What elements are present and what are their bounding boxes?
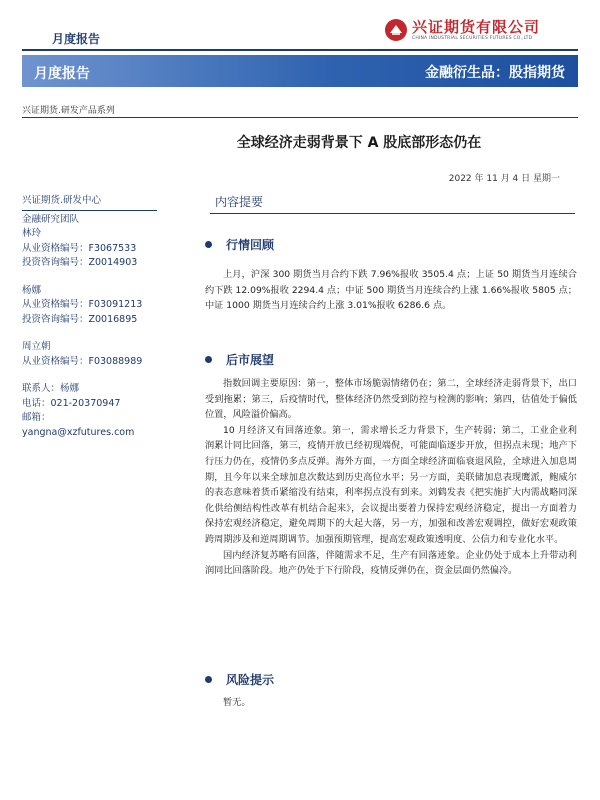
analyst-name: 周立朝 [22, 341, 51, 352]
sidebar-divider [22, 210, 157, 211]
contact-email-label: 邮箱： [22, 412, 51, 423]
bullet-icon [205, 676, 212, 683]
company-logo-icon [384, 18, 408, 42]
paragraph: 10 月经济又有回落迹象。第一，需求增长乏力背景下，生产转弱；第二，工业企业利润累计同比回落，第三，疫情开放已经初现端倪，可能面临逐步开放，但拐点未现；地产下行压力仍在，疫情仍多点反弹。海外方面，一方面全球经济面临衰退风险，全球进入加息周期，且今年以来全球加息次数达到历史高位水平；另一方面，美联储加息表现鹰派，鲍威尔的表态意味着货币紧缩没有结束，利率拐点没有到来。刘鹤发表《把实施扩大内需战略同深化供给侧结构性改革有机结合起来》，会议提出要着力保持宏观经济稳定，提出一方面着力保持宏观经济稳定，避免周期下的大起大落，另一方，加强和改善宏观调控，做好宏观政策跨周期涉及和逆周期调节。加强预期管理，提高宏观政策透明度、公信力和专业化水平。 [205, 424, 577, 545]
analyst-invest-id: 投资咨询编号：Z0014903 [22, 257, 138, 268]
paragraph: 指数回调主要原因：第一，整体市场脆弱情绪仍在；第二，全球经济走弱背景下，出口受到拖累；第三，后疫情时代，整体经济仍然受到防控与检测的影响；第四，估值处于偏低位置，风险溢价偏高。 [205, 378, 577, 421]
section-title: 后市展望 [226, 353, 275, 367]
analyst-name: 林玲 [22, 228, 42, 239]
bullet-icon [205, 241, 212, 248]
report-date: 2022 年 11 月 4 日 星期一 [448, 174, 560, 184]
company-name-cn: 兴证期货有限公司 [412, 18, 541, 36]
section-title: 行情回顾 [226, 238, 275, 252]
paragraph: 上月，沪深 300 期货当月合约下跌 7.96%报收 3505.4 点；上证 50 期货当月连续合约下跌 12.09%报收 2294.4 点；中证 500 期货当月连续合约上涨 1.66%报收 5805 点；中证 1000 期货当月连续合约上涨 3.01%报收 6286.6 点。 [205, 269, 577, 312]
contact-phone: 电话：021-20370947 [22, 397, 121, 409]
company-logo [384, 18, 540, 42]
header-divider [22, 49, 578, 51]
analyst-invest-id: 投资咨询编号：Z0016895 [22, 313, 138, 325]
section-heading-review [205, 236, 274, 253]
bullet-icon [205, 356, 212, 363]
analyst-qualification: 从业资格编号：F03088989 [22, 355, 143, 367]
contact-person: 联系人：杨娜 [22, 383, 80, 394]
paragraph: 国内经济复苏略有回落，伴随需求不足，生产有回落迹象。企业仍处于成本上升带动利润同比回落阶段。地产仍处于下行阶段，疫情反弹仍在，资金层面仍然偏冷。 [205, 549, 577, 577]
summary-divider [210, 213, 575, 214]
company-name-en: CHINA INDUSTRIAL SECURITIES FUTURES CO.,LTD [412, 36, 533, 41]
analyst-name: 杨娜 [22, 284, 42, 296]
section-body-risk [205, 695, 577, 711]
banner-report-type: 月度报告 [34, 66, 90, 82]
section-body-outlook [205, 376, 577, 579]
analyst-qualification: 从业资格编号：F03091213 [22, 299, 143, 310]
paragraph: 暂无。 [223, 697, 251, 708]
series-label: 兴证期货.研发产品系列 [22, 106, 115, 116]
section-heading-outlook [205, 351, 274, 368]
report-type-label: 月度报告 [52, 32, 101, 46]
section-title: 风险提示 [226, 673, 275, 687]
banner-category: 金融衍生品：股指期货 [425, 65, 565, 81]
section-body-review [205, 267, 577, 314]
series-divider [22, 117, 578, 118]
section-heading-risk [205, 671, 274, 688]
contact-email[interactable]: yangna@xzfutures.com [22, 426, 135, 438]
analyst-sidebar [22, 194, 172, 440]
summary-heading: 内容提要 [215, 195, 264, 209]
page-title: 全球经济走弱背景下 A 股底部形态仍在 [236, 135, 482, 151]
research-team: 金融研究团队 [22, 213, 80, 225]
research-center: 兴证期货.研发中心 [22, 195, 102, 206]
analyst-qualification: 从业资格编号：F3067533 [22, 242, 137, 254]
